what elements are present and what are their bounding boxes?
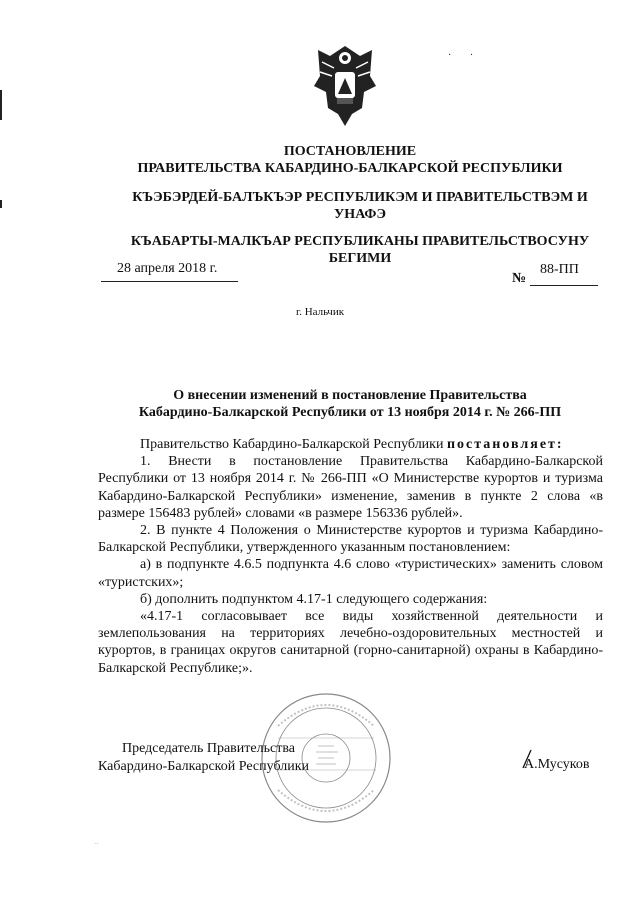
body-item-1: 1. Внести в постановление Правительства Кабардино-Балкарской Республики от 13 ноября 2014 г. № 266-ПП «О Министерстве курортов и туризма Кабардино-Балкарской Республики» изменение, заменив в пункте 2 слова «в размере 156483 рублей» словами «в размере 156336 рублей». bbox=[98, 454, 603, 521]
document-date: 28 апреля 2018 г. bbox=[117, 261, 218, 276]
body-item-2b-quote: «4.17-1 согласовывает все виды хозяйственной деятельности и землепользования на территориях лечебно-оздоровительных местностей и курортов, в границах округов санитарной (горно-санитарной) охраны в Кабардино-Балкарской Республике;». bbox=[98, 609, 603, 676]
signature-position-line-2: Кабардино-Балкарской Республики bbox=[98, 759, 309, 774]
scan-artifact: · · bbox=[448, 50, 482, 61]
body-item-2a: а) в подпункте 4.6.5 подпункта 4.6 слово «туристических» заменить словом «туристских»; bbox=[98, 557, 603, 590]
signatory-name: А.Мусуков bbox=[524, 757, 590, 772]
subject-line-1: О внесении изменений в постановление Правительства bbox=[173, 388, 527, 403]
signature-position-line-1: Председатель Правительства bbox=[122, 741, 295, 756]
signature-position bbox=[98, 740, 309, 776]
number-sign: № bbox=[512, 271, 527, 286]
heading-government: ПРАВИТЕЛЬСТВА КАБАРДИНО-БАЛКАРСКОЙ РЕСПУБЛИКИ bbox=[137, 161, 563, 176]
document-heading bbox=[80, 143, 620, 177]
intro-text: Правительство Кабардино-Балкарской Республики bbox=[140, 437, 444, 452]
scan-edge-mark bbox=[0, 200, 2, 208]
heading-title: ПОСТАНОВЛЕНИЕ bbox=[283, 144, 417, 159]
document-body bbox=[98, 436, 603, 677]
scan-edge-mark bbox=[0, 90, 2, 120]
date-underline bbox=[101, 281, 238, 282]
number-underline bbox=[530, 285, 598, 286]
subject-line-2: Кабардино-Балкарской Республики от 13 ноября 2014 г. № 266-ПП bbox=[138, 405, 562, 420]
body-intro bbox=[98, 436, 603, 453]
heading-kabardian: КЪЭБЭРДЕЙ-БАЛЪКЪЭР РЕСПУБЛИКЭМ И ПРАВИТЕЛЬСТВЭМ И УНАФЭ bbox=[132, 190, 588, 222]
heading-balkar: КЪАБАРТЫ-МАЛКЪАР РЕСПУБЛИКАНЫ ПРАВИТЕЛЬСТВОСУНУ БЕГИМИ bbox=[130, 234, 590, 266]
body-item-2: 2. В пункте 4 Положения о Министерстве курортов и туризма Кабардино-Балкарской Республики, утвержденного указанным постановлением: bbox=[98, 523, 603, 556]
footer-mark: ·· bbox=[95, 842, 99, 847]
document-city: г. Нальчик bbox=[295, 306, 345, 318]
document-number: 88-ПП bbox=[540, 262, 579, 277]
coat-of-arms-icon bbox=[312, 42, 378, 128]
document-subject bbox=[100, 387, 600, 421]
body-item-2b: б) дополнить подпунктом 4.17-1 следующего содержания: bbox=[140, 591, 488, 607]
intro-keyword: постановляет: bbox=[446, 437, 564, 452]
